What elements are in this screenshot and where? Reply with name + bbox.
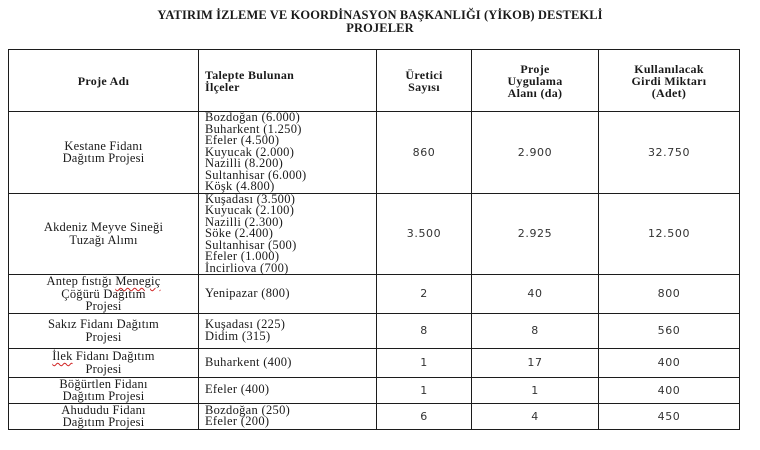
project-name-cell: Sakız Fidanı Dağıtım Projesi (9, 313, 199, 348)
table-row (9, 403, 740, 429)
districts-cell (199, 377, 377, 403)
application-area-cell: 4 (472, 403, 599, 429)
document-title-line-1: YATIRIM İZLEME VE KOORDİNASYON BAŞKANLIĞI (YİKOB) DESTEKLİ (157, 8, 603, 22)
district-entry: Efeler (1.000) (205, 249, 280, 263)
project-name-cell: Ahududu Fidanı Dağıtım Projesi (9, 403, 199, 429)
input-quantity-cell: 560 (599, 313, 740, 348)
project-name-cell: Antep fıstığı Menegiç Çöğürü Dağıtım Projesi (9, 275, 199, 314)
header-producer-count: Üretici Sayısı (377, 50, 472, 112)
district-entry: Buharkent (1.250) (205, 121, 302, 136)
producer-count-cell: 1 (377, 348, 472, 377)
district-entry: Nazilli (2.300) (205, 214, 284, 229)
district-entry: Kuyucak (2.000) (205, 144, 295, 159)
district-entry: Didim (315) (205, 328, 271, 343)
spellcheck-flagged-word: Menegiç (115, 274, 161, 288)
project-name-cell: İlek Fidanı Dağıtım Projesi (9, 348, 199, 377)
projects-table (8, 49, 740, 430)
districts-cell (199, 275, 377, 314)
header-application-area: Proje Uygulama Alanı (da) (472, 50, 599, 112)
districts-cell (199, 193, 377, 275)
application-area-cell: 2.925 (472, 193, 599, 275)
producer-count-cell: 8 (377, 313, 472, 348)
producer-count-cell: 2 (377, 275, 472, 314)
application-area-cell: 17 (472, 348, 599, 377)
district-entry: Bozdoğan (250) (205, 403, 291, 417)
application-area-cell: 1 (472, 377, 599, 403)
districts-cell (199, 403, 377, 429)
districts-cell (199, 112, 377, 194)
header-input-quantity: Kullanılacak Girdi Miktarı (Adet) (599, 50, 740, 112)
district-entry: Buharkent (400) (205, 354, 292, 369)
table-row (9, 377, 740, 403)
producer-count-cell: 3.500 (377, 193, 472, 275)
input-quantity-cell: 12.500 (599, 193, 740, 275)
application-area-cell: 8 (472, 313, 599, 348)
producer-count-cell: 860 (377, 112, 472, 194)
document-title (0, 9, 760, 35)
district-entry: Kuşadası (3.500) (205, 193, 296, 206)
document-title-line-2: PROJELER (346, 21, 414, 35)
input-quantity-cell: 32.750 (599, 112, 740, 194)
table-row (9, 275, 740, 314)
input-quantity-cell: 400 (599, 348, 740, 377)
districts-cell (199, 348, 377, 377)
district-entry: Bozdoğan (6.000) (205, 111, 301, 124)
project-name-cell: Böğürtlen Fidanı Dağıtım Projesi (9, 377, 199, 403)
application-area-cell: 2.900 (472, 112, 599, 194)
table-row (9, 193, 740, 275)
district-entry: Kuyucak (2.100) (205, 203, 295, 217)
header-project-name: Proje Adı (9, 50, 199, 112)
table-row (9, 112, 740, 194)
district-entry: Yenipazar (800) (205, 286, 290, 300)
district-entry: Sultanhisar (6.000) (205, 167, 307, 182)
district-entry: Efeler (4.500) (205, 133, 280, 147)
spellcheck-flagged-word: İlek (52, 349, 73, 363)
table-row (9, 348, 740, 377)
table-row (9, 313, 740, 348)
producer-count-cell: 6 (377, 403, 472, 429)
application-area-cell: 40 (472, 275, 599, 314)
district-entry: Nazilli (8.200) (205, 156, 284, 170)
project-name-cell: Kestane Fidanı Dağıtım Projesi (9, 112, 199, 194)
producer-count-cell: 1 (377, 377, 472, 403)
districts-cell (199, 313, 377, 348)
input-quantity-cell: 400 (599, 377, 740, 403)
district-entry: Efeler (200) (205, 414, 270, 428)
district-entry: Sultanhisar (500) (205, 237, 297, 252)
input-quantity-cell: 450 (599, 403, 740, 429)
district-entry: İncirliova (700) (205, 260, 289, 275)
project-name-cell: Akdeniz Meyve Sineği Tuzağı Alımı (9, 193, 199, 275)
district-entry: Kuşadası (225) (205, 317, 286, 331)
district-entry: Söke (2.400) (205, 226, 274, 240)
district-entry: Efeler (400) (205, 382, 270, 397)
district-entry: Köşk (4.800) (205, 179, 275, 193)
input-quantity-cell: 800 (599, 275, 740, 314)
table-header-row (9, 50, 740, 112)
header-districts: Talepte Bulunan İlçeler (199, 50, 377, 112)
